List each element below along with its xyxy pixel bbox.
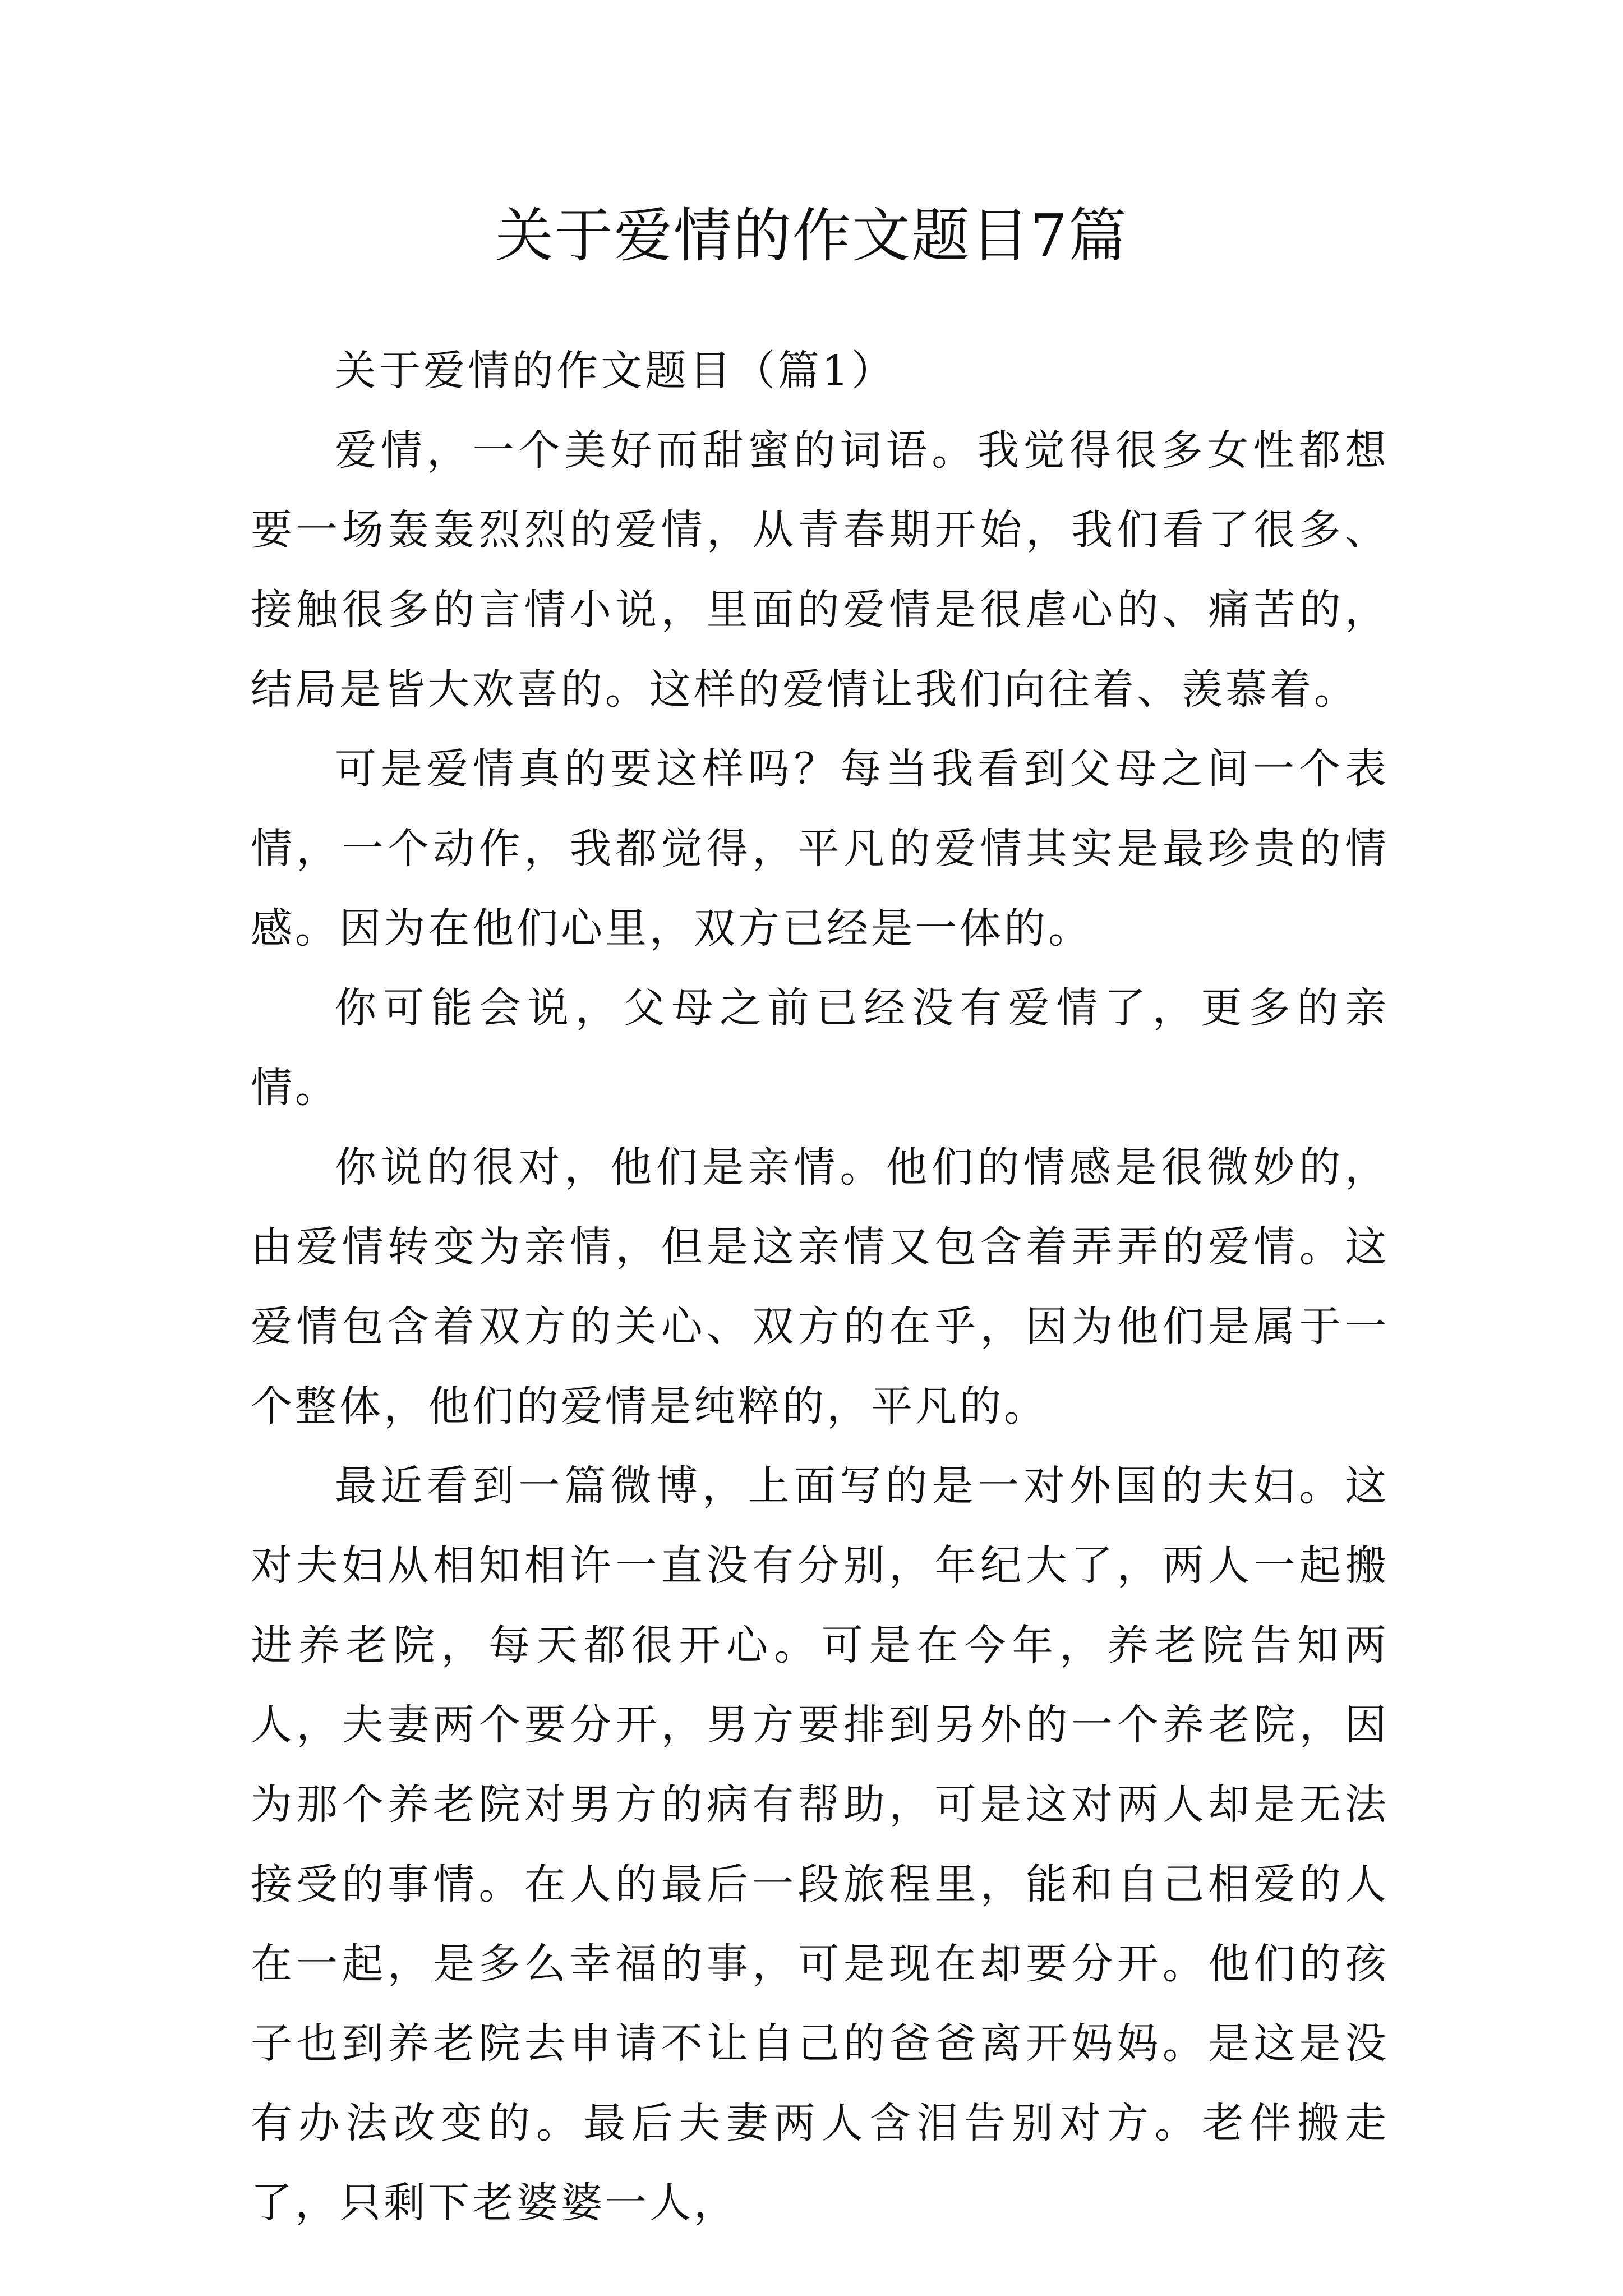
document-body [251, 331, 1389, 2243]
paragraph-4: 你说的很对，他们是亲情。他们的情感是很微妙的，由爱情转变为亲情，但是这亲情又包含着弄弄的爱情。这爱情包含着双方的关心、双方的在乎，因为他们是属于一个整体，他们的爱情是纯粹的，平凡的。 [251, 1143, 1389, 1430]
paragraph-5: 最近看到一篇微博，上面写的是一对外国的夫妇。这对夫妇从相知相许一直没有分别，年纪大了，两人一起搬进养老院，每天都很开心。可是在今年，养老院告知两人，夫妻两个要分开，男方要排到另外的一个养老院，因为那个养老院对男方的病有帮助，可是这对两人却是无法接受的事情。在人的最后一段旅程里，能和自己相爱的人在一起，是多么幸福的事，可是现在却要分开。他们的孩子也到养老院去申请不让自己的爸爸离开妈妈。是这是没有办法改变的。最后夫妻两人含泪告别对方。老伴搬走了，只剩下老婆婆一人， [251, 1462, 1389, 2227]
document-title: 关于爱情的作文题目7篇 [495, 201, 1128, 270]
section-heading: 关于爱情的作文题目（篇1） [335, 347, 896, 395]
paragraph-2: 可是爱情真的要这样吗？每当我看到父母之间一个表情，一个动作，我都觉得，平凡的爱情其实是最珍贵的情感。因为在他们心里，双方已经是一体的。 [251, 745, 1389, 953]
paragraph-3: 你可能会说，父母之前已经没有爱情了，更多的亲情。 [251, 984, 1389, 1112]
paragraph-1: 爱情，一个美好而甜蜜的词语。我觉得很多女性都想要一场轰轰烈烈的爱情，从青春期开始，我们看了很多、接触很多的言情小说，里面的爱情是很虐心的、痛苦的，结局是皆大欢喜的。这样的爱情让我们向往着、羡慕着。 [251, 426, 1389, 714]
